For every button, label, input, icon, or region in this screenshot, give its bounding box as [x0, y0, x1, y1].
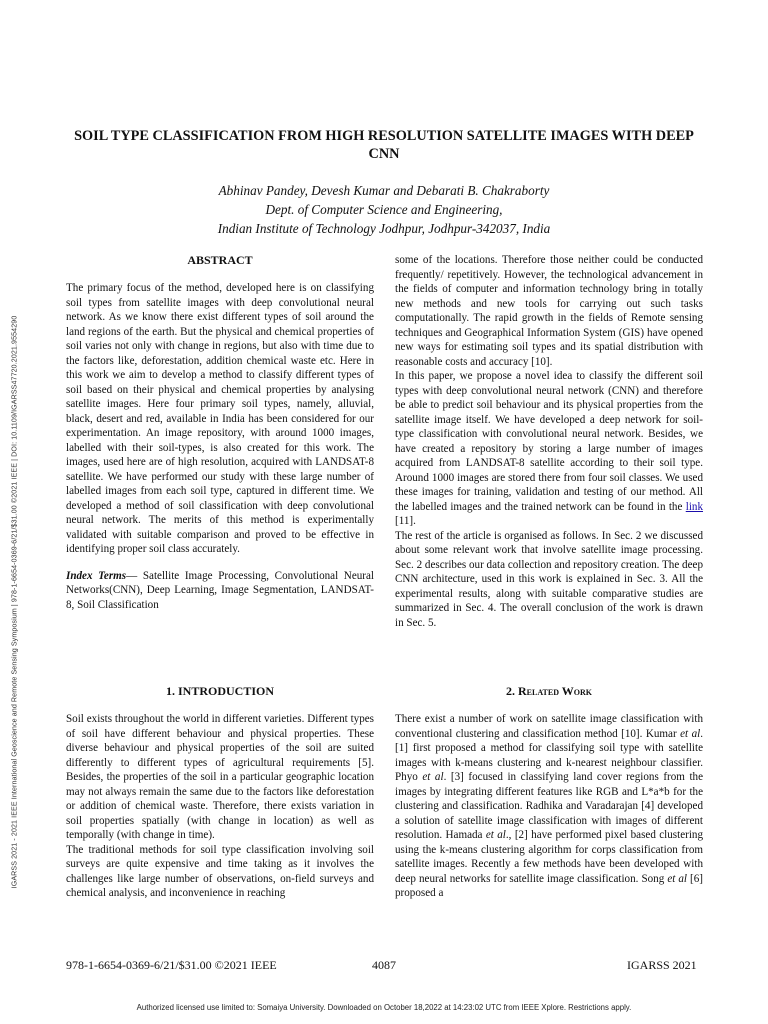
related-work-text-4: ., [2] have performed pixel based clustering using the k-means clustering algorithm for corps classification from satellite images. Recently a few methods have been developed with deep neural networks for satellite image classification. Song [395, 829, 704, 885]
related-work-text-3: . [3] focused in classifying land cover regions from the images by integrating different features like RGB and L*a*b for the clustering and classification. Radhika and Varadarajan [4] developed a solution of satellite image classification with images of different resolution. Hamada [395, 771, 703, 841]
index-terms-dash: — [126, 569, 143, 582]
introduction-section [66, 684, 374, 901]
related-work-heading: 2. Related Work [506, 684, 592, 698]
intro-continued-paragraph-2 [395, 369, 703, 529]
index-terms [66, 569, 374, 613]
footer-copyright: 978-1-6654-0369-6/21/$31.00 ©2021 IEEE [66, 958, 277, 972]
abstract-heading: ABSTRACT [187, 253, 253, 267]
introduction-paragraph-2: The traditional methods for soil type classification involving soil surveys are quite expensive and time taking as it involves the challenges like large number of observations, on-field surveys and chemical analysis, and inconvenience in reaching [66, 843, 374, 899]
intro-paragraph-2-citation: [11]. [395, 515, 416, 527]
side-metadata-text: IGARSS 2021 - 2021 IEEE International Geoscience and Remote Sensing Symposium | 978-1-6654-0369-6/21/$31.00 ©2021 IEEE | DOI: 10.1109/IGARSS47720.2021.9554290 [10, 315, 19, 889]
footer-conference: IGARSS 2021 [627, 958, 697, 972]
paper-title: SOIL TYPE CLASSIFICATION FROM HIGH RESOLUTION SATELLITE IMAGES WITH DEEP CNN [74, 128, 694, 162]
intro-continued-section [395, 253, 703, 630]
author-department: Dept. of Computer Science and Engineering, [265, 202, 503, 217]
intro-continued-paragraph-3: The rest of the article is organised as follows. In Sec. 2 we discussed about some relevant work that involve satellite image processing. Sec. 2 describes our data collection and repository creation. The deep CNN architecture, used in this work is explained in Sec. 3. All the experimental results, along with suitable comparative studies are summarized in Sec. 4. The overall conclusion of the work is drawn in Sec. 5. [395, 529, 703, 629]
footer-page-number: 4087 [372, 958, 396, 972]
related-work-paragraph [395, 712, 703, 901]
author-institute: Indian Institute of Technology Jodhpur, Jodhpur-342037, India [217, 221, 551, 236]
related-work-section [395, 684, 703, 901]
introduction-paragraph-1: Soil exists throughout the world in different varieties. Different types of soil have different behaviour and physical properties. These diverse behaviour and physical properties of the soil are suited differently to different types of agricultural requirements [5]. Besides, the properties of the soil in a particular geographic location may not always remain the same due to the factors like deforestation or addition of chemical waste. Therefore, there exists variation in soil properties spatially (with change in location) as well as temporally (with change in time). [66, 713, 374, 841]
intro-continued-paragraph-1: some of the locations. Therefore those neither could be conducted frequently/ repetitively. However, the technological advancement in the fields of computer and information technology bring in totally new methods and new tools for carrying out such tasks computationally. The rapid growth in the fields of Remote sensing techniques and Geographical Information System (GIS) have opened new ways for estimating soil types and its spatial distribution with reasonable costs and accuracy [10]. [395, 254, 703, 368]
et-al-2: et al [422, 771, 444, 783]
license-notice: Authorized licensed use limited to: Somaiya University. Downloaded on October 18,2022 at 14:23:02 UTC from IEEE Xplore. Restrictions apply. [136, 1003, 632, 1012]
author-names: Abhinav Pandey, Devesh Kumar and Debarati B. Chakraborty [218, 183, 550, 198]
side-metadata [7, 222, 21, 982]
et-al-3: et al [485, 829, 506, 841]
repository-link[interactable]: link [685, 500, 703, 513]
introduction-heading: 1. INTRODUCTION [165, 684, 274, 698]
related-work-text-1: There exist a number of work on satellite image classification with conventional clustering and classification method [10]. Kumar [395, 713, 703, 740]
related-work-text-2: . [1] first proposed a method for classifying soil type with satellite images with k-means clustering and k-nearest neighbour classifier. Phyo [395, 727, 703, 783]
abstract-section [66, 253, 374, 612]
abstract-text: The primary focus of the method, developed here is on classifying soil types from satellite images with deep convolutional neural network. As we know there exist different types of soil around the land regions of the earth. But the physical and chemical properties of soil varies not only with change in regions, but also with time due to the factors like, deforestation, addition chemical waste etc. Here in this work we aim to develop a method to classify different types of soil based on their physical and chemical properties by analysing satellite images. Here four primary soil types, namely, alluvial, black, desert and red, available in India has been considered for our experimentation. An image repository, with around 1000 images, labelled with their soil-types, is also created for this work. The images, used here are of high resolution, acquired with LANDSAT-8 satellite. We have performed our study with these large number of labelled images from each soil type, captured in different time. We developed a method of soil classification with deep convolutional neural network. The merits of this method is experimentally validated with suitable comparison and proved to be effective in identifying proper soil class accurately. [66, 282, 374, 555]
index-terms-label: Index Terms [66, 569, 127, 582]
author-block [60, 181, 708, 238]
et-al-1: et al [680, 727, 701, 740]
intro-paragraph-2-text: In this paper, we propose a novel idea to classify the different soil types with deep convolutional neural network (CNN) and therefore be able to predict soil behaviour and its physical properties from the satellite image itself. We have developed a deep network for soil-type classification with convolutional neural network. Besides, we have created a repository by storing a large number of images acquired from LANDSAT-8 satellite according to their soil type. Around 1000 images are stored there from four soil classes. We used these images for training, validation and testing of our method. All the labelled images and the trained network can be found in the [395, 370, 703, 513]
et-al-4: et al [667, 872, 688, 885]
index-terms-text: Satellite Image Processing, Convolutional Neural Networks(CNN), Deep Learning, Image Segmentation, LANDSAT-8, Soil Classification [66, 569, 374, 611]
related-work-text-5: [6] proposed a [395, 872, 703, 899]
